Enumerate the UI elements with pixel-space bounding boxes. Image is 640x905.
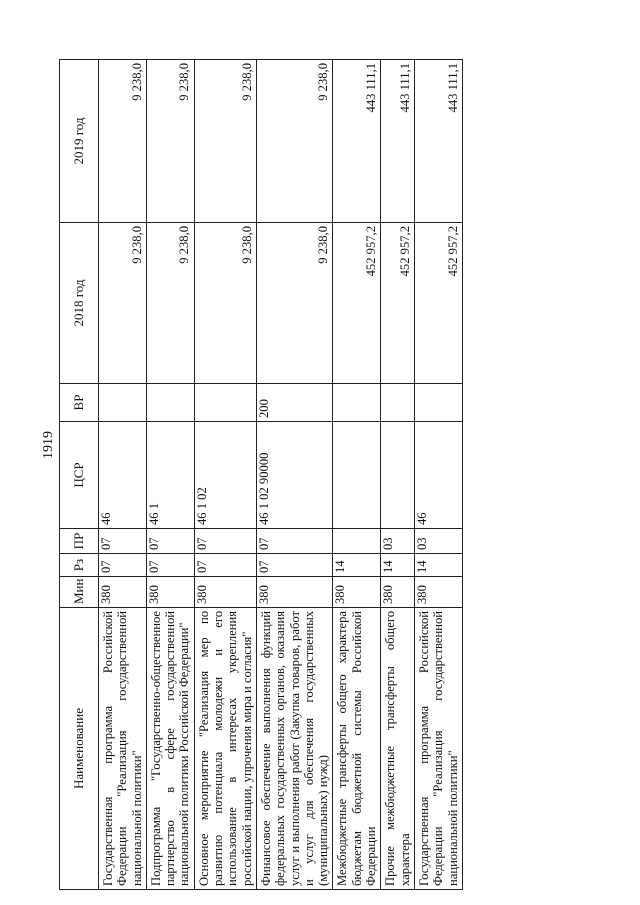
header-name: Наименование	[60, 608, 99, 890]
cell-2018: 9 238,0	[256, 223, 332, 384]
cell-2018: 9 238,0	[99, 223, 147, 384]
header-2018: 2018 год	[60, 223, 99, 384]
cell-name: Прочие межбюджетные трансферты общего характера	[381, 608, 415, 890]
cell-rz: 07	[99, 554, 147, 577]
header-csr: ЦСР	[60, 422, 99, 529]
cell-rz: 07	[146, 554, 194, 577]
cell-name: Финансовое обеспечение выполнения функций федеральных государственных органов, оказания услуг и выполнения работ (Закупка товаров, работ и услуг для обеспечения государственных (муниципальных) нужд)	[256, 608, 332, 890]
cell-2018: 452 957,2	[381, 223, 415, 384]
cell-min: 380	[256, 577, 332, 608]
cell-csr: 46 1 02 90000	[256, 422, 332, 529]
cell-2019: 9 238,0	[146, 60, 194, 223]
cell-pr: 07	[194, 529, 256, 554]
cell-vr	[146, 384, 194, 422]
cell-2019: 443 111,1	[414, 60, 462, 223]
header-rz: Рз	[60, 554, 99, 577]
cell-min: 380	[99, 577, 147, 608]
cell-rz: 14	[381, 554, 415, 577]
cell-min: 380	[333, 577, 381, 608]
cell-pr: 03	[414, 529, 462, 554]
cell-name: Межбюджетные трансферты общего характера бюджетам бюджетной системы Российской Федерации	[333, 608, 381, 890]
table-row	[99, 60, 147, 890]
table-row	[256, 60, 332, 890]
cell-min: 380	[381, 577, 415, 608]
cell-csr: 46	[414, 422, 462, 529]
cell-vr	[194, 384, 256, 422]
cell-2019: 9 238,0	[256, 60, 332, 223]
cell-2018: 9 238,0	[194, 223, 256, 384]
cell-2019: 9 238,0	[194, 60, 256, 223]
header-2019: 2019 год	[60, 60, 99, 223]
cell-pr: 03	[381, 529, 415, 554]
cell-min: 380	[146, 577, 194, 608]
cell-pr: 07	[99, 529, 147, 554]
table-row	[146, 60, 194, 890]
cell-rz: 14	[333, 554, 381, 577]
cell-2019: 443 111,1	[381, 60, 415, 223]
cell-2019: 9 238,0	[99, 60, 147, 223]
table-row	[194, 60, 256, 890]
cell-vr	[99, 384, 147, 422]
rotated-sheet	[59, 60, 599, 890]
table-row	[381, 60, 415, 890]
cell-min: 380	[414, 577, 462, 608]
cell-pr: 07	[256, 529, 332, 554]
cell-csr: 46 1 02	[194, 422, 256, 529]
table-header-row	[60, 60, 99, 890]
cell-pr: 07	[146, 529, 194, 554]
cell-min: 380	[194, 577, 256, 608]
header-min: Мин	[60, 577, 99, 608]
cell-csr	[381, 422, 415, 529]
cell-2019: 443 111,1	[333, 60, 381, 223]
cell-pr	[333, 529, 381, 554]
cell-name: Подпрограмма "Государственно-общественное партнерство в сфере государственной национальной политики Российской Федерации"	[146, 608, 194, 890]
table-row	[414, 60, 462, 890]
budget-table	[59, 59, 463, 890]
cell-csr: 46 1	[146, 422, 194, 529]
cell-vr	[381, 384, 415, 422]
cell-2018: 9 238,0	[146, 223, 194, 384]
table-row	[333, 60, 381, 890]
cell-2018: 452 957,2	[333, 223, 381, 384]
cell-rz: 07	[194, 554, 256, 577]
cell-csr: 46	[99, 422, 147, 529]
cell-name: Основное мероприятие "Реализация мер по развитию потенциала молодежи и его использование в интересах укрепления российской нации, упрочения мира и согласия"	[194, 608, 256, 890]
header-vr: ВР	[60, 384, 99, 422]
cell-vr	[414, 384, 462, 422]
header-pr: ПР	[60, 529, 99, 554]
cell-rz: 14	[414, 554, 462, 577]
cell-2018: 452 957,2	[414, 223, 462, 384]
cell-rz: 07	[256, 554, 332, 577]
cell-vr	[333, 384, 381, 422]
cell-csr	[333, 422, 381, 529]
cell-vr: 200	[256, 384, 332, 422]
cell-name: Государственная программа Российской Федерации "Реализация государственной национальной политики"	[414, 608, 462, 890]
page-number: 1919	[41, 431, 56, 459]
cell-name: Государственная программа Российской Федерации "Реализация государственной национальной политики"	[99, 608, 147, 890]
